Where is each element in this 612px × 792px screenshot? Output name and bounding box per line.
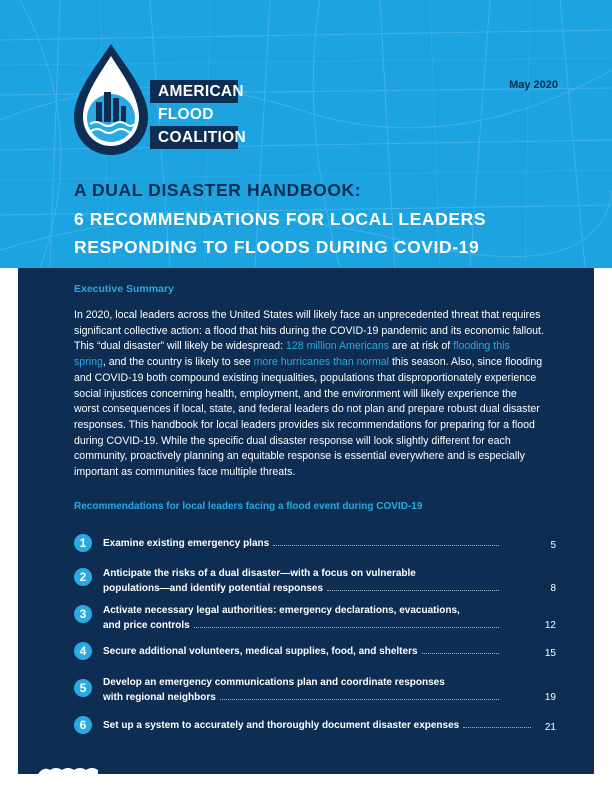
- executive-summary-heading: Executive Summary: [74, 283, 174, 295]
- title-line-2: 6 RECOMMENDATIONS FOR LOCAL LEADERS: [74, 208, 487, 229]
- number-badge: 5: [74, 679, 92, 697]
- dot-leader: [273, 536, 499, 546]
- number-badge: 1: [74, 534, 92, 552]
- summary-text-part-2: are at risk of: [389, 340, 454, 353]
- number-badge: 3: [74, 605, 92, 623]
- recommendation-text: [103, 566, 503, 596]
- title-line-1: A DUAL DISASTER HANDBOOK:: [74, 180, 362, 200]
- header-banner: [0, 0, 612, 268]
- page-number: 15: [544, 648, 556, 659]
- recommendation-title-line-1: Anticipate the risks of a dual disaster—with a focus on vulnerable: [103, 568, 416, 579]
- recommendation-title-line-2: and price controls: [103, 620, 190, 631]
- dot-leader: [422, 644, 499, 654]
- link-flooding-this-spring[interactable]: flooding this spring: [74, 340, 510, 369]
- recommendation-text: [103, 603, 503, 633]
- logo-wordmark: [150, 80, 246, 149]
- summary-text-part-3: , and the country is likely to see: [102, 356, 254, 369]
- recommendations-heading: Recommendations for local leaders facing a flood event during COVID-19: [74, 501, 423, 512]
- recommendation-text: [103, 644, 503, 659]
- dot-leader: [220, 690, 499, 700]
- title-line-3: RESPONDING TO FLOODS DURING COVID-19: [74, 237, 480, 257]
- summary-text-part-4: this season. Also, since flooding and COVID-19 both compound existing inequalities, populations that disproportionately experience social injustices concerning health, employment, and the environment will likely experience the worst consequences if local, state, and federal leaders do not plan and prepare robust dual disaster responses. This handbook for local leaders provides six recommendations for preparing for a flood during COVID-19. While the specific dual disaster response will look slightly different for each community, proactively planning an equitable response is essential everywhere and is especially important as communities face multiple threats.: [74, 356, 543, 479]
- logo-word-american: AMERICAN: [150, 80, 238, 103]
- dot-leader: [194, 618, 499, 628]
- recommendation-title: Secure additional volunteers, medical supplies, food, and shelters: [103, 646, 418, 657]
- recommendation-title-line-2: with regional neighbors: [103, 692, 216, 703]
- logo-word-flood: FLOOD: [158, 106, 214, 123]
- recommendation-title: Set up a system to accurately and thoroughly document disaster expenses: [103, 720, 460, 731]
- number-badge: 6: [74, 716, 92, 734]
- recommendation-text: [103, 536, 503, 551]
- logo-word-coalition: COALITION: [150, 126, 238, 149]
- link-more-hurricanes[interactable]: more hurricanes than normal: [253, 356, 390, 369]
- recommendation-title-line-1: Develop an emergency communications plan and coordinate responses: [103, 677, 445, 688]
- executive-summary-text: [74, 308, 544, 481]
- number-badge: 4: [74, 642, 92, 660]
- summary-text-part-1: In 2020, local leaders across the United States will likely face an unprecedented threat that requires significant collective action: a flood that hits during the COVID-19 pandemic and its economic fallout. This “dual disaster” will likely be widespread:: [74, 309, 544, 353]
- dot-leader: [463, 718, 531, 728]
- recommendation-title: Examine existing emergency plans: [103, 538, 270, 549]
- recommendation-text: [103, 718, 535, 733]
- page-title: [74, 176, 594, 262]
- page-number: 12: [544, 620, 556, 631]
- recommendation-title-line-1: Activate necessary legal authorities: emergency declarations, evacuations,: [103, 605, 460, 616]
- link-128-million-americans[interactable]: 128 million Americans: [285, 340, 390, 353]
- publication-date: May 2020: [509, 79, 558, 91]
- page-number: 5: [550, 540, 556, 551]
- page-number: 21: [544, 722, 556, 733]
- content-panel: [18, 268, 594, 774]
- page-number: 19: [544, 692, 556, 703]
- recommendation-text: [103, 675, 503, 705]
- dot-leader: [327, 581, 499, 591]
- recommendation-title-line-2: populations—and identify potential responses: [103, 583, 324, 594]
- number-badge: 2: [74, 568, 92, 586]
- wave-border-decoration: [18, 764, 594, 774]
- page-number: 8: [550, 583, 556, 594]
